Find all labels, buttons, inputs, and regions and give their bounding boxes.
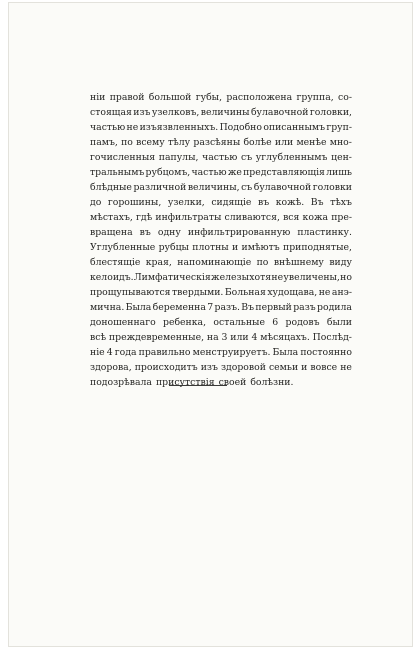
- word: въ: [139, 227, 151, 238]
- body-text: [90, 90, 352, 390]
- word: были: [326, 317, 352, 328]
- word: частью: [90, 122, 126, 133]
- word: блѣдные: [90, 182, 132, 193]
- word: Была: [125, 302, 152, 313]
- word: по: [256, 257, 269, 268]
- word: разсѣяны: [193, 137, 241, 148]
- word: первый: [255, 302, 292, 313]
- word: со-: [338, 92, 352, 103]
- word: болѣзни.: [250, 377, 294, 388]
- word: величины,: [187, 182, 240, 193]
- word: по: [121, 137, 133, 148]
- word: 7: [207, 302, 214, 313]
- word: плотны: [192, 242, 229, 253]
- word: блестящіе: [90, 257, 141, 268]
- text-line: [90, 180, 352, 195]
- word: ніи: [90, 92, 106, 103]
- word: болѣе: [243, 137, 272, 148]
- word: цен-: [331, 152, 352, 163]
- word: внѣшнему: [273, 257, 324, 268]
- text-line: [90, 135, 352, 150]
- word: увеличены,: [283, 272, 340, 283]
- word: или: [230, 332, 249, 343]
- word: узелки,: [167, 197, 205, 208]
- word: мѣстахъ,: [90, 212, 133, 223]
- word: 3: [221, 332, 228, 343]
- text-line: [90, 300, 352, 315]
- word: тѣлу: [168, 137, 191, 148]
- word: вся: [283, 212, 300, 223]
- text-line: [90, 255, 352, 270]
- word: частью: [191, 167, 227, 178]
- word: булавочной: [253, 182, 312, 193]
- word: мѣсяцахъ.: [260, 332, 310, 343]
- section-divider: [169, 385, 227, 386]
- word: Углубленные: [90, 242, 156, 253]
- word: Въ: [310, 197, 324, 208]
- word: остальные: [213, 317, 265, 328]
- word: мична.: [90, 302, 125, 313]
- word: и: [232, 242, 239, 253]
- word: Больная: [224, 287, 266, 298]
- text-line: [90, 345, 352, 360]
- word: до: [90, 197, 102, 208]
- word: края,: [145, 257, 172, 268]
- text-line: [90, 120, 352, 135]
- word: не: [340, 362, 352, 373]
- word: здорова,: [90, 362, 132, 373]
- word: имѣютъ: [241, 242, 280, 253]
- word: углубленнымъ: [255, 152, 328, 163]
- word: папулы,: [158, 152, 199, 163]
- word: келоидъ.: [90, 272, 134, 283]
- word: присутствія: [155, 377, 215, 388]
- word: гдѣ: [136, 212, 153, 223]
- text-line: [90, 285, 352, 300]
- word: беременна: [152, 302, 206, 313]
- word: здоровой: [220, 362, 266, 373]
- word: своей: [218, 377, 247, 388]
- word: не: [318, 287, 331, 298]
- word: доношеннаго: [90, 317, 156, 328]
- word: вовсе: [310, 362, 338, 373]
- word: булавочной: [250, 107, 309, 118]
- word: всему: [136, 137, 165, 148]
- word: родовъ: [285, 317, 320, 328]
- word: губы,: [195, 92, 223, 103]
- word: рубцомъ,: [145, 167, 191, 178]
- text-line: [90, 225, 352, 240]
- word: железы: [211, 272, 249, 283]
- word: и: [301, 362, 308, 373]
- word: тѣхъ: [330, 197, 352, 208]
- word: узелковъ,: [151, 107, 200, 118]
- word: 4: [106, 347, 113, 358]
- word: группа,: [296, 92, 334, 103]
- word: не: [271, 272, 284, 283]
- word: изъ: [133, 107, 151, 118]
- word: памъ,: [90, 137, 118, 148]
- text-line: [90, 270, 352, 285]
- word: инфильтрированную: [187, 227, 291, 238]
- word: виду: [329, 257, 352, 268]
- text-line: [90, 195, 352, 210]
- word: гочисленныя: [90, 152, 156, 163]
- word: въ: [257, 197, 270, 208]
- word: Лимфатическія: [133, 272, 211, 283]
- word: горошины,: [107, 197, 162, 208]
- word: различной: [133, 182, 187, 193]
- word: но: [340, 272, 352, 283]
- word: кожѣ.: [275, 197, 305, 208]
- word: всѣ: [90, 332, 107, 343]
- word: пре-: [331, 212, 352, 223]
- word: семьи: [268, 362, 299, 373]
- word: подозрѣвала: [90, 377, 152, 388]
- word: постоянно: [300, 347, 352, 358]
- word: ніе: [90, 347, 105, 358]
- word: менструируетъ.: [192, 347, 271, 358]
- word: головки: [312, 182, 352, 193]
- word: инфильтраты: [155, 212, 222, 223]
- word: происходитъ: [134, 362, 198, 373]
- word: кожа: [302, 212, 329, 223]
- text-line: [90, 330, 352, 345]
- word: изъ: [200, 362, 218, 373]
- text-line: [90, 90, 352, 105]
- word: 6: [272, 317, 279, 328]
- word: рубцы: [158, 242, 189, 253]
- word: съ: [241, 182, 253, 193]
- word: изъязвленныхъ.: [139, 122, 219, 133]
- word: тральнымъ: [90, 167, 145, 178]
- word: съ: [240, 152, 253, 163]
- text-line: [90, 315, 352, 330]
- word: частью: [202, 152, 238, 163]
- text-line: [90, 240, 352, 255]
- word: напоминающіе: [177, 257, 252, 268]
- text-line: [90, 105, 352, 120]
- word: головки,: [309, 107, 352, 118]
- book-page: [9, 3, 412, 646]
- word: груп-: [326, 122, 352, 133]
- word: разъ.: [214, 302, 240, 313]
- word: приподнятые,: [283, 242, 352, 253]
- word: сливаются,: [224, 212, 280, 223]
- word: худощава,: [267, 287, 318, 298]
- word: или: [274, 137, 294, 148]
- word: родила: [317, 302, 352, 313]
- text-line: [90, 210, 352, 225]
- word: прощупываются: [90, 287, 171, 298]
- word: вращена: [90, 227, 133, 238]
- word: ребенка,: [163, 317, 207, 328]
- word: правой: [109, 92, 145, 103]
- word: 4: [251, 332, 258, 343]
- word: года: [114, 347, 137, 358]
- word: твердыми.: [172, 287, 224, 298]
- word: описаннымъ: [263, 122, 325, 133]
- text-line: [90, 375, 352, 390]
- word: представляющія: [243, 167, 325, 178]
- word: Была: [272, 347, 299, 358]
- word: преждевременные,: [108, 332, 205, 343]
- word: Подобно: [219, 122, 262, 133]
- word: мно-: [329, 137, 352, 148]
- text-line: [90, 360, 352, 375]
- text-line: [90, 165, 352, 180]
- word: величины: [200, 107, 250, 118]
- word: Въ: [241, 302, 255, 313]
- word: разъ: [293, 302, 316, 313]
- word: лишь: [326, 167, 352, 178]
- word: Послѣд-: [312, 332, 352, 343]
- word: на: [206, 332, 219, 343]
- word: правильно: [138, 347, 191, 358]
- text-line: [90, 150, 352, 165]
- word: большой: [148, 92, 192, 103]
- word: пластинку.: [297, 227, 352, 238]
- word: же: [227, 167, 242, 178]
- word: сидящіе: [211, 197, 252, 208]
- word: менѣе: [296, 137, 327, 148]
- word: одну: [157, 227, 181, 238]
- word: анэ-: [331, 287, 352, 298]
- word: расположена: [226, 92, 293, 103]
- word: стоящая: [90, 107, 132, 118]
- word: не: [126, 122, 139, 133]
- word: хотя: [249, 272, 272, 283]
